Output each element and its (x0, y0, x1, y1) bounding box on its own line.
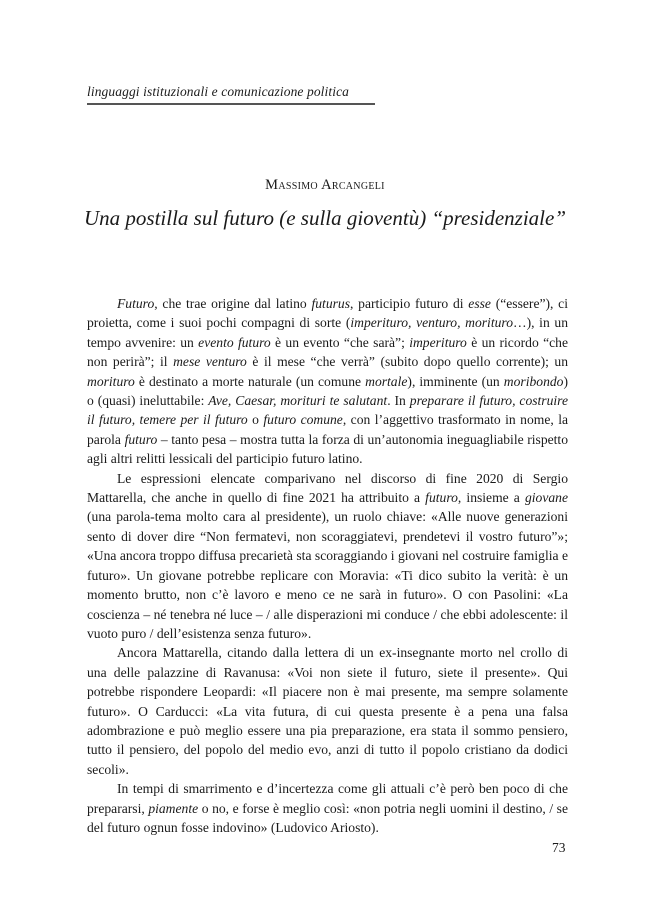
article-title: Una postilla sul futuro (e sulla gioventù) “presidenziale” (83, 206, 566, 230)
text-run: , insieme a (457, 490, 525, 506)
text-run: Le espressioni elencate comparivano nel discorso di fine 2020 di Sergio Mattarella, che anche in quello di fine 2021 ha attribuito a (87, 470, 568, 506)
italic-run: mortale (365, 373, 408, 389)
text-run: o no, e forse è meglio così: «non potria negli uomini il destino, / se del futuro ognun fosse indovino» (Ludovico Ariosto). (87, 800, 568, 835)
text-run: – tanto pesa – mostra tutta la forza di un’autonomia ineguagliabile rispetto agli altri relitti lessicali del participio futuro latino. (87, 431, 568, 467)
page-number: 73 (552, 840, 566, 855)
text-run: è il mese “che verrà” (subito dopo quello corrente); un (246, 354, 569, 370)
text-run: In tempi di smarrimento e d’incertezza come gli attuali c’è però ben poco di che prepararsi, (87, 781, 568, 816)
italic-run: futuro comune (263, 412, 343, 428)
article-author: Massimo Arcangeli (265, 177, 385, 193)
body-paragraph (87, 779, 568, 837)
text-run: è un evento “che sarà”; (270, 334, 410, 350)
text-run: ), imminente (un (407, 373, 504, 389)
text-run: (“essere”), ci proietta, come i suoi pochi compagni di sorte ( (87, 296, 568, 331)
article-body (87, 294, 568, 837)
italic-run: imperituro, venturo, morituro (350, 315, 513, 331)
italic-run: futurus (311, 296, 350, 311)
body-paragraph (87, 294, 568, 469)
running-head: linguaggi istituzionali e comunicazione politica (87, 84, 350, 99)
body-paragraph (87, 469, 568, 644)
italic-run: preparare il futuro, costruire il futuro, temere per il futuro (87, 393, 568, 428)
text-run: (una parola-tema molto cara al presidente), un ruolo chiave: «Alle nuove generazioni sento di dover dire “Non fermatevi, non scoraggiatevi, prendetevi il vostro futuro”»; «Una ancora troppo diffusa precarietà sta scoraggiando i giovani nel costruire famiglia e futuro». Un giovane potrebbe replicare con Moravia: «Ti dico subito la verità: è un momento brutto, non c’è lavoro e meno ce ne sarà in futuro». O con Pasolini: «La coscienza – né tenebra né luce – / alle disperazioni mi conduce / che ebbi adolescente: il vuoto puro / dell’esistenza senza futuro». (87, 509, 568, 641)
text-run: è destinato a morte naturale (un comune (134, 373, 366, 389)
italic-run: morituro (87, 373, 135, 389)
text-run: …), in un tempo avvenire: un (87, 315, 568, 350)
italic-run: Ave, Caesar, morituri te salutant (208, 393, 388, 409)
italic-run: piamente (148, 800, 199, 816)
running-head-rule (87, 103, 375, 105)
italic-run: mese venturo (173, 354, 247, 370)
italic-run: giovane (524, 490, 568, 506)
text-run: , participio futuro di (350, 296, 469, 311)
text-run: è un ricordo “che non perirà”; il (87, 334, 568, 370)
italic-run: evento futuro (198, 334, 271, 350)
text-run: , con l’aggettivo trasformato in nome, la parola (87, 412, 568, 447)
text-run: o (247, 412, 264, 428)
italic-run: futuro (124, 431, 158, 447)
italic-run: futuro (425, 490, 458, 506)
text-run: ) o (quasi) ineluttabile: (87, 373, 568, 409)
italic-run: esse (468, 296, 491, 311)
italic-run: imperituro (409, 334, 467, 350)
body-paragraph (87, 643, 568, 779)
text-run: Ancora Mattarella, citando dalla lettera di un ex-insegnante morto nel crollo di una delle palazzine di Ravanusa: «Voi non siete il futuro, siete il presente». Qui potrebbe rispondere Leopardi: «Il piacere non è mai presente, ma sempre solamente futuro». O Carducci: «La vita futura, di cui questa presente è a pena una falsa adombrazione e può meglio essere una pia preparazione, era stata il sommo pensiero, tutto il pensiero, del popolo del medio evo, anzi di tutto il popolo cristiano da dodici secoli». (87, 645, 568, 777)
text-run: , che trae origine dal latino (154, 296, 312, 311)
italic-run: moribondo (503, 373, 564, 389)
italic-run: Futuro (117, 296, 155, 311)
text-run: . In (387, 393, 410, 409)
